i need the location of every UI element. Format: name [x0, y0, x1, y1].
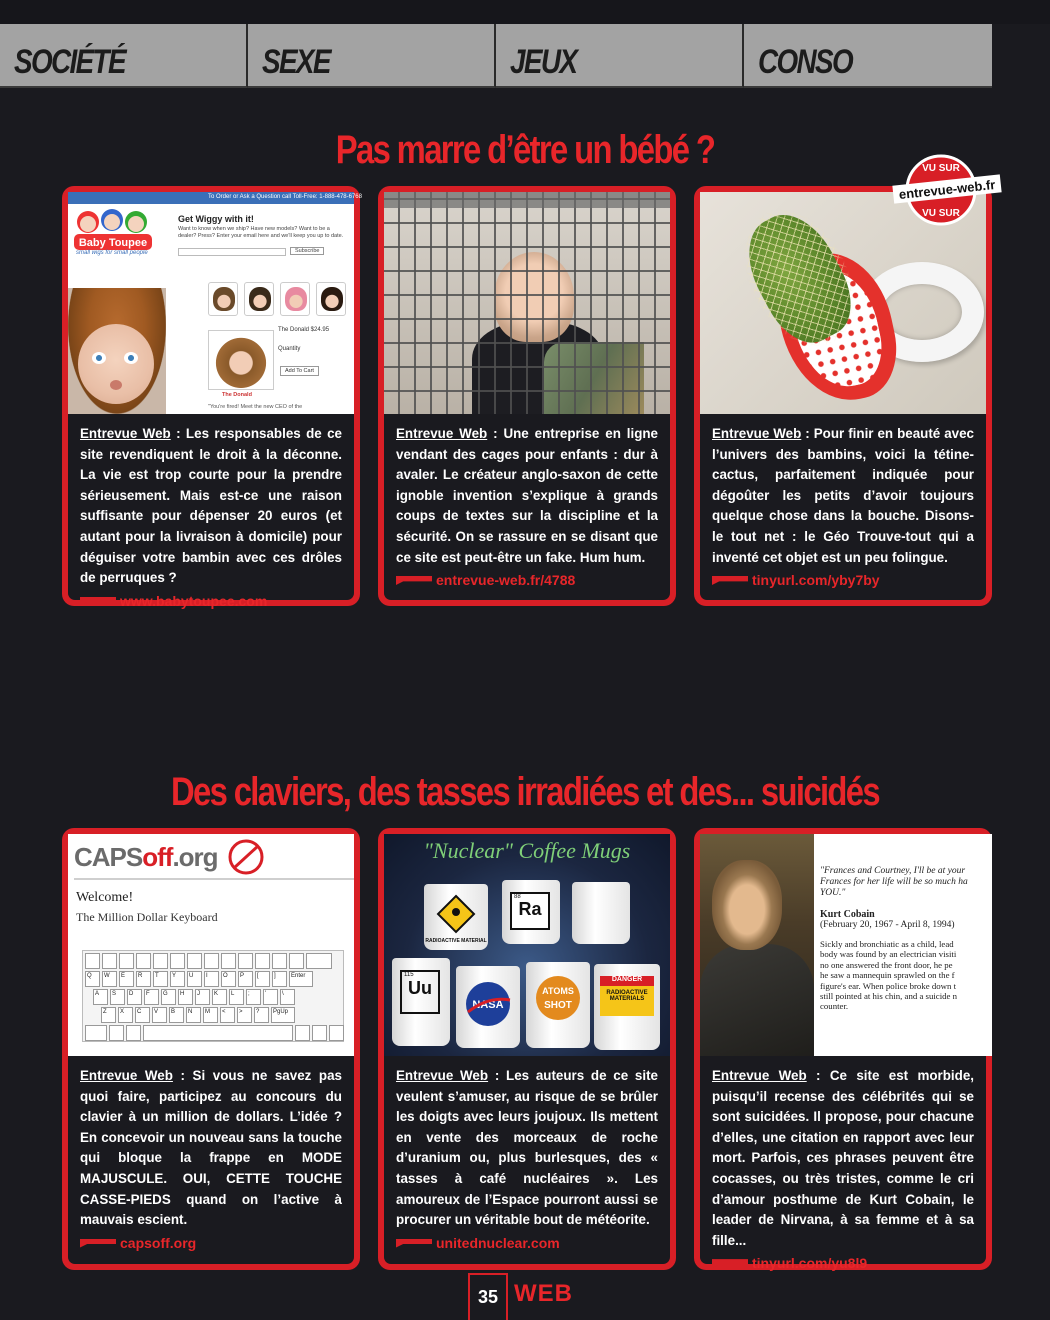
vu-sur-badge: [891, 154, 1001, 230]
mug-radioactive: [424, 884, 488, 950]
keyboard-key: O: [221, 971, 236, 987]
card-link[interactable]: entrevue-web.fr/4788: [436, 572, 576, 589]
tab-label: SEXE: [262, 43, 330, 81]
product-caption: "You're fired! Meet the new CEO of the: [208, 404, 303, 410]
keyboard-image: [82, 950, 344, 1042]
card-link[interactable]: unitednuclear.com: [436, 1234, 560, 1251]
link-arrow-icon: [712, 576, 748, 585]
tab-label: SOCIÉTÉ: [14, 43, 125, 81]
source-label: Entrevue Web: [712, 1068, 807, 1083]
wig-thumbnail[interactable]: [316, 282, 346, 316]
link-arrow-icon: [396, 1239, 432, 1248]
mug-radium: 88 Ra: [502, 880, 560, 944]
card-link[interactable]: tinyurl.com/yu8l9: [752, 1255, 868, 1272]
source-label: Entrevue Web: [396, 426, 488, 441]
cobain-bio: Sickly and bronchiatic as a child, lead body was found by an electrician visiti no one answered the front door, he pe he saw a mannequin sprawled on the f figure's ear. When police broke down t still pointed at his chin, and a suicide n counter.: [820, 939, 958, 1012]
tab-label: JEUX: [510, 43, 577, 81]
card-link[interactable]: www.babytoupee.com: [120, 592, 268, 609]
tab-conso[interactable]: [744, 24, 992, 88]
card-link-row: [396, 1233, 658, 1254]
wig-thumbnail[interactable]: [208, 282, 238, 316]
card-link-row: [80, 591, 342, 612]
card-body: : Les auteurs de ce site veulent s’amuser, au risque de se brûler les doigts avec leurs joujoux. Ils mettent en vente des morceaux de roche d’uranium ou, plus burlesques, des « tasses à café nucléaires ». Les amoureux de l’Espace pourront aussi se procurer un véritable bout de météorite.: [396, 1068, 659, 1228]
photo-child-cage: [384, 192, 670, 414]
keyboard-key: Enter: [289, 971, 313, 987]
keyboard-key: <: [220, 1007, 235, 1023]
keyboard-key: N: [186, 1007, 201, 1023]
keyboard-key: G: [161, 989, 176, 1005]
section-navbar: [0, 24, 992, 88]
keyboard-key: X: [118, 1007, 133, 1023]
svg-text:NASA: NASA: [472, 999, 504, 1011]
keyboard-key: D: [127, 989, 142, 1005]
card-text: [700, 414, 986, 591]
keyboard-key: R: [136, 971, 151, 987]
email-field[interactable]: [178, 248, 286, 256]
section-title-babies: Pas marre d’être un bébé ?: [335, 128, 715, 172]
keyboard-key: F: [144, 989, 159, 1005]
capsoff-logo: CAPSoff.org: [74, 842, 218, 872]
no-caps-icon: [222, 838, 270, 876]
babytoupee-subtext: Want to know when we ship? Have new models? Want to be a dealer? Press? Enter your email here and we'll keep you up to date.: [178, 226, 344, 239]
keyboard-key: B: [169, 1007, 184, 1023]
keyboard-key: PgUp: [271, 1007, 295, 1023]
svg-text:RADIOACTIVE MATERIAL: RADIOACTIVE MATERIAL: [425, 938, 487, 944]
keyboard-key: ]: [272, 971, 287, 987]
keyboard-key: T: [153, 971, 168, 987]
cobain-name: Kurt Cobain: [820, 909, 875, 920]
top-strip: [0, 0, 1050, 24]
card-text: [68, 414, 354, 611]
keyboard-key: ;: [246, 989, 261, 1005]
kurt-cobain-photo: [700, 834, 814, 1056]
card-link[interactable]: capsoff.org: [120, 1234, 197, 1251]
babytoupee-logo: [72, 208, 154, 266]
mug-atoms-shot: [526, 962, 590, 1048]
page-number: 35: [468, 1273, 508, 1320]
keyboard-key: U: [187, 971, 202, 987]
product-image: [208, 330, 274, 390]
svg-text:entrevue-web.fr: entrevue-web.fr: [898, 176, 996, 203]
card-link-row: [80, 1233, 342, 1254]
screenshot-capsoff: [68, 834, 354, 1056]
card-link-row: [396, 570, 658, 591]
card-cage: [378, 186, 676, 606]
babytoupee-tagline: small wigs for small people: [76, 250, 148, 256]
product-label: The Donald: [222, 392, 252, 398]
card-text: [700, 1056, 986, 1274]
card-link-row: [712, 1253, 974, 1274]
babytoupee-phone: To Order or Ask a Question call Toll-Free: 1-888-478-6768: [208, 194, 362, 200]
card-text: [68, 1056, 354, 1253]
keyboard-key: \: [280, 989, 295, 1005]
keyboard-key: L: [229, 989, 244, 1005]
keyboard-key: A: [93, 989, 108, 1005]
tab-sexe[interactable]: [248, 24, 496, 88]
card-link-row: [712, 570, 974, 591]
tab-societe[interactable]: [0, 24, 248, 88]
source-label: Entrevue Web: [80, 1068, 173, 1083]
source-label: Entrevue Web: [712, 426, 802, 441]
keyboard-key: C: [135, 1007, 150, 1023]
card-text: [384, 414, 670, 591]
link-arrow-icon: [80, 597, 116, 606]
card-body: : Pour finir en beauté avec l’univers des bambins, voici la tétine-cactus, parfaitement indiquée pour dégoûter les petits d’avoir toujours quelque chose dans la bouche. Disons-le tout net : le Géo Trouve-tout qui a inventé cet objet est un peu folingue.: [712, 426, 975, 565]
keyboard-key: >: [237, 1007, 252, 1023]
screenshot-kurt-cobain: [700, 834, 986, 1056]
keyboard-key: K: [212, 989, 227, 1005]
keyboard-key: Q: [85, 971, 100, 987]
keyboard-key: P: [238, 971, 253, 987]
svg-text:VU SUR: VU SUR: [922, 208, 960, 219]
keyboard-key: M: [203, 1007, 218, 1023]
keyboard-key: ?: [254, 1007, 269, 1023]
screenshot-nuclear-mugs: [384, 834, 670, 1056]
keyboard-key: I: [204, 971, 219, 987]
keyboard-key: H: [178, 989, 193, 1005]
svg-text:ATOMS: ATOMS: [542, 986, 574, 996]
keyboard-key: Z: [101, 1007, 116, 1023]
svg-text:Baby Toupee: Baby Toupee: [78, 237, 148, 249]
cobain-quote: "Frances and Courtney, I'll be at your Frances for her life will be so much ha YOU.": [820, 866, 968, 898]
keyboard-key: J: [195, 989, 210, 1005]
card-body: : Les responsables de ce site revendiquent le droit à la déconne. La vie est trop courte pour la prendre sérieusement. Mais est-ce une raison suffisante pour dépenser 20 euros (et autant pour la livraison à domicile) pour déguiser votre bambin avec ces drôles de perruques ?: [80, 426, 343, 586]
card-link[interactable]: tinyurl.com/yby7by: [752, 572, 880, 589]
keyboard-key: ': [263, 989, 278, 1005]
link-arrow-icon: [80, 1239, 116, 1248]
keyboard-key: E: [119, 971, 134, 987]
section-title-keyboards: Des claviers, des tasses irradiées et des... suicidés: [170, 770, 880, 814]
svg-text:SHOT: SHOT: [544, 1000, 572, 1011]
babytoupee-heading: Get Wiggy with it!: [178, 214, 254, 224]
capsoff-subtitle: The Million Dollar Keyboard: [76, 910, 218, 924]
card-text: [384, 1056, 670, 1253]
mugs-title: "Nuclear" Coffee Mugs: [423, 838, 631, 863]
card-body: : Ce site est morbide, puisqu’il recense des célébrités qui se sont suicidées. Il propose, pour chacune d’elles, une citation en rapport avec leur mort. Parfois, ces phrases peuvent être cocasses, ou très tristes, comme le cri d’amour posthume de Kurt Cobain, le leader de Nirvana, à sa femme et à sa fille...: [712, 1068, 975, 1248]
keyboard-key: S: [110, 989, 125, 1005]
card-suicides: [694, 828, 992, 1270]
card-nuclear-mugs: [378, 828, 676, 1270]
tab-label: CONSO: [758, 43, 853, 81]
screenshot-babytoupee: [68, 192, 362, 414]
card-body: : Si vous ne savez pas quoi faire, participez au concours du clavier à un million de dollars. L’idée ? En concevoir un nouveau sans la touche qui bloque la frappe en MODE MAJUSCULE. OUI, CETTE TOUCHE CASSE-PIEDS quand on l’active à mauvais escient.: [80, 1068, 343, 1228]
cobain-page: [814, 834, 992, 1056]
card-capsoff: [62, 828, 360, 1270]
cobain-dates: (February 20, 1967 - April 8, 1994): [820, 920, 955, 930]
svg-text:VU SUR: VU SUR: [922, 163, 960, 174]
wig-thumbnail[interactable]: [244, 282, 274, 316]
link-arrow-icon: [712, 1259, 748, 1268]
source-label: Entrevue Web: [80, 426, 171, 441]
product-price: The Donald $24.95 Quantity: [278, 327, 330, 352]
keyboard-key: V: [152, 1007, 167, 1023]
card-cactus: [694, 186, 992, 606]
mug-nasa: [456, 966, 520, 1048]
tab-jeux[interactable]: [496, 24, 744, 88]
section-footer-label: WEB: [514, 1280, 573, 1307]
wig-thumbnail[interactable]: [280, 282, 310, 316]
mug-united-nuclear: [572, 882, 630, 944]
card-body: : Une entreprise en ligne vendant des cages pour enfants : dur à avaler. Le créateur anglo-saxon de cette ignoble invention s’explique à grands coups de textes sur la discipline et la sécurité. On se rassure en se disant que ce site est peut-être un fake. Hum hum.: [396, 426, 659, 565]
capsoff-welcome: Welcome!: [76, 890, 134, 905]
mug-danger: DANGER RADIOACTIVE MATERIALS: [594, 964, 660, 1050]
keyboard-key: W: [102, 971, 117, 987]
add-to-cart-button[interactable]: Add To Cart: [280, 366, 319, 376]
source-label: Entrevue Web: [396, 1068, 489, 1083]
subscribe-button[interactable]: Subscribe: [290, 247, 324, 255]
keyboard-key: [: [255, 971, 270, 987]
link-arrow-icon: [396, 576, 432, 585]
card-babytoupee: [62, 186, 362, 609]
mug-ununpentium: 115 Uu: [392, 958, 450, 1046]
keyboard-key: Y: [170, 971, 185, 987]
baby-face: [78, 324, 154, 404]
